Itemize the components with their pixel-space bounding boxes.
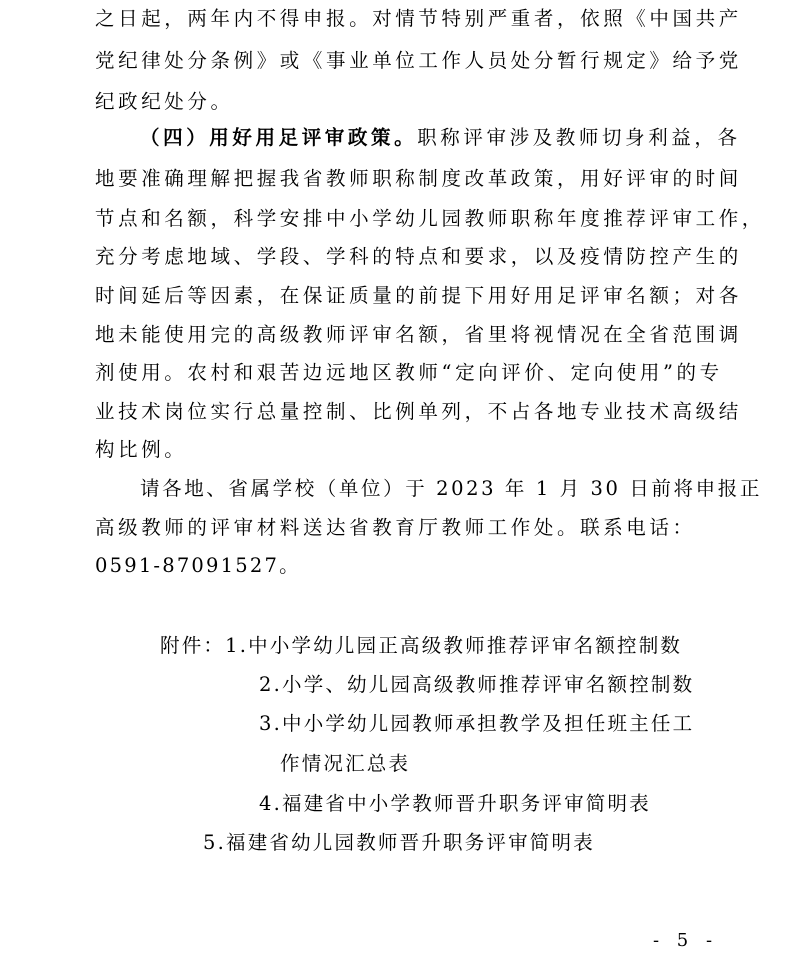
page-number: - 5 -	[653, 930, 719, 951]
paragraph-2-line-2: 地要准确理解把握我省教师职称制度改革政策，用好评审的时间	[95, 167, 742, 190]
paragraph-3-line-2: 高级教师的评审材料送达省教育厅教师工作处。联系电话：	[95, 516, 696, 539]
section-heading: （四）用好用足评审政策。	[140, 126, 418, 149]
attachment-item-1-text: 1.中小学幼儿园正高级教师推荐评审名额控制数	[225, 634, 683, 657]
paragraph-2-line-6: 地未能使用完的高级教师评审名额，省里将视情况在全省范围调	[95, 323, 742, 346]
attachment-item-5: 5.福建省幼儿园教师晋升职务评审简明表	[203, 831, 595, 854]
paragraph-1-line-3: 纪政纪处分。	[95, 90, 234, 113]
paragraph-2-line-9: 构比例。	[95, 438, 188, 461]
paragraph-2-first-line-text: 职称评审涉及教师切身利益，各	[417, 126, 741, 149]
paragraph-2-line-4: 充分考虑地域、学段、学科的特点和要求，以及疫情防控产生的	[95, 245, 742, 268]
attachment-item-4: 4.福建省中小学教师晋升职务评审简明表	[259, 792, 651, 815]
paragraph-2-line-8: 业技术岗位实行总量控制、比例单列，不占各地专业技术高级结	[95, 400, 742, 423]
paragraph-3-line-1: 请各地、省属学校（单位）于 2023 年 1 月 30 日前将申报正	[140, 477, 762, 500]
attachment-item-1	[160, 636, 682, 656]
attachment-item-3: 3.中小学幼儿园教师承担教学及担任班主任工	[259, 712, 695, 735]
paragraph-1-line-2: 党纪律处分条例》或《事业单位工作人员处分暂行规定》给予党	[95, 49, 742, 72]
paragraph-3-line-3: 0591-87091527。	[95, 554, 301, 577]
paragraph-2-line-7: 剂使用。农村和艰苦边远地区教师“定向评价、定向使用”的专	[95, 361, 723, 384]
attachments-label: 附件：	[160, 634, 226, 657]
paragraph-1-line-1: 之日起，两年内不得申报。对情节特别严重者，依照《中国共产	[95, 7, 742, 30]
paragraph-2-line-5: 时间延后等因素，在保证质量的前提下用好用足评审名额；对各	[95, 284, 742, 307]
attachment-item-2: 2.小学、幼儿园高级教师推荐评审名额控制数	[259, 673, 695, 696]
paragraph-2-line-3: 节点和名额，科学安排中小学幼儿园教师职称年度推荐评审工作，	[95, 207, 765, 230]
paragraph-2-line-1	[140, 128, 741, 148]
attachment-item-3-continued: 作情况汇总表	[280, 752, 411, 775]
